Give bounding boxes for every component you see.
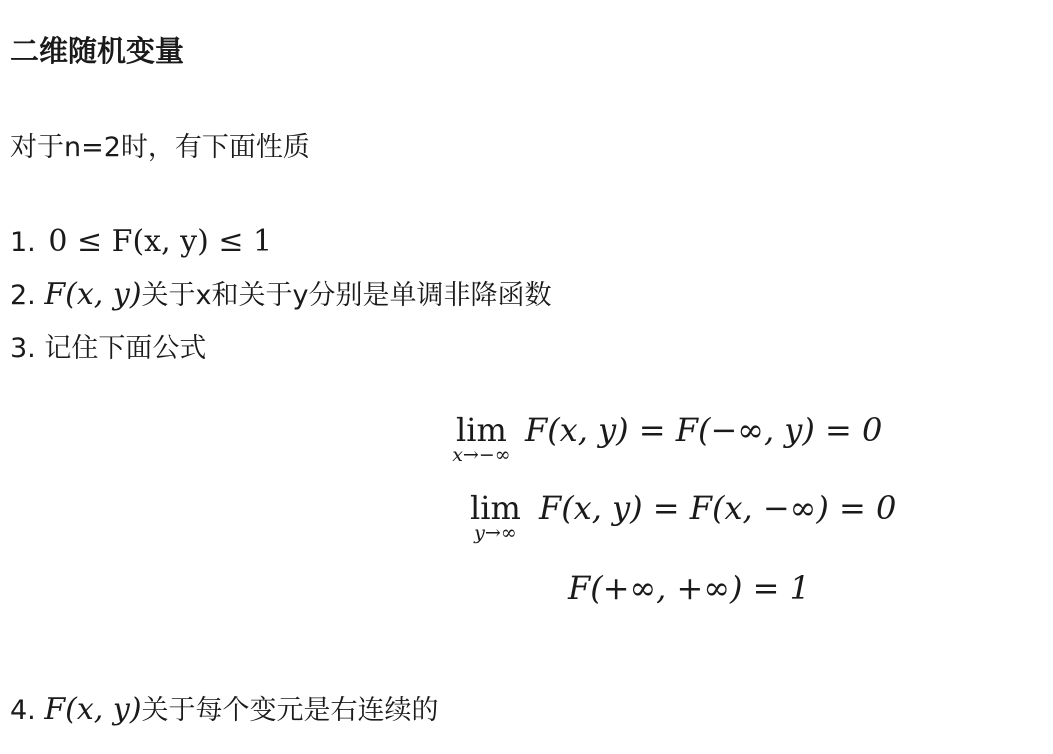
list-item-math: 0 ≤ F(x, y) ≤ 1 (48, 224, 273, 259)
formula-2 (470, 488, 897, 544)
list-item-4 (10, 690, 439, 731)
formula-expression: F(+∞, +∞) = 1 (568, 569, 810, 607)
list-item-1 (10, 222, 272, 263)
limit-word: lim (470, 489, 521, 527)
formula-expression: F(x, y) = F(x, −∞) = 0 (538, 489, 897, 527)
limit-subscript: y→∞ (474, 522, 517, 544)
list-item-number: 3. (10, 333, 36, 364)
page-heading: 二维随机变量 (10, 34, 185, 68)
intro-text: 对于n=2时，有下面性质 (10, 132, 310, 163)
list-item-text: 记住下面公式 (44, 333, 207, 364)
limit-operator (470, 488, 521, 544)
list-item-number: 2. (10, 280, 36, 311)
list-item-math: F(x, y) (44, 277, 142, 312)
list-item-number: 1. (10, 227, 36, 258)
list-item-2 (10, 275, 552, 316)
limit-operator (452, 410, 511, 466)
list-item-number: 4. (10, 695, 36, 726)
limit-word: lim (456, 411, 507, 449)
list-item-math: F(x, y) (44, 692, 142, 727)
formula-expression: F(x, y) = F(−∞, y) = 0 (524, 411, 883, 449)
list-item-text: 关于x和关于y分别是单调非降函数 (141, 280, 552, 311)
formula-1 (452, 410, 883, 466)
formula-3 (568, 568, 810, 608)
list-item-3 (10, 329, 206, 369)
list-item-text: 关于每个变元是右连续的 (141, 695, 439, 726)
limit-subscript: x→−∞ (452, 444, 511, 466)
